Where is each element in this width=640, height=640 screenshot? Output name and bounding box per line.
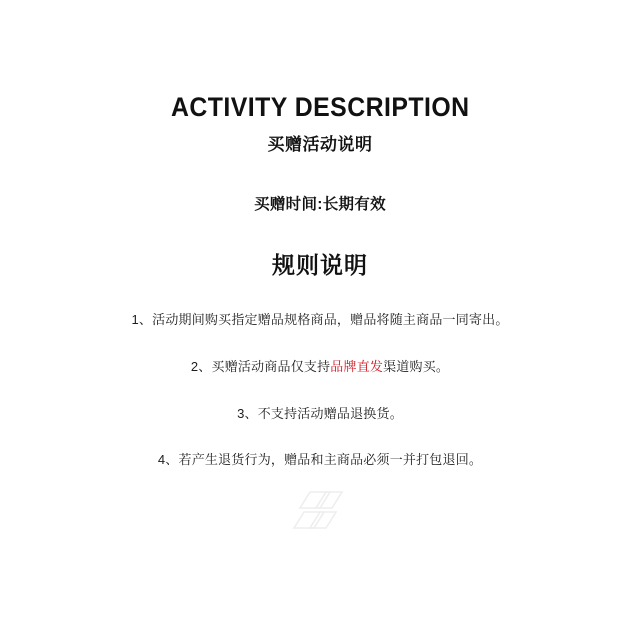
rule-text: 3、不支持活动赠品退换货。 [237,405,403,421]
list-item [191,357,449,378]
list-item [158,450,482,471]
rule-text: 2、买赠活动商品仅支持 [190,358,331,374]
brand-watermark-icon [290,488,350,532]
rules-list [0,310,640,471]
page-title-english: ACTIVITY DESCRIPTION [170,92,470,122]
rule-text-suffix: 渠道购买。 [383,358,450,374]
activity-period-text: 买赠时间:长期有效 [254,196,386,213]
list-item [237,404,403,425]
rule-highlight: 品牌直发 [330,358,384,374]
rule-text: 4、若产生退货行为，赠品和主商品必须一并打包退回。 [157,452,483,468]
list-item [131,310,508,331]
page-title-chinese: 买赠活动说明 [267,135,373,154]
rules-section-heading: 规则说明 [272,252,368,278]
rule-text: 1、活动期间购买指定赠品规格商品，赠品将随主商品一同寄出。 [131,312,509,327]
